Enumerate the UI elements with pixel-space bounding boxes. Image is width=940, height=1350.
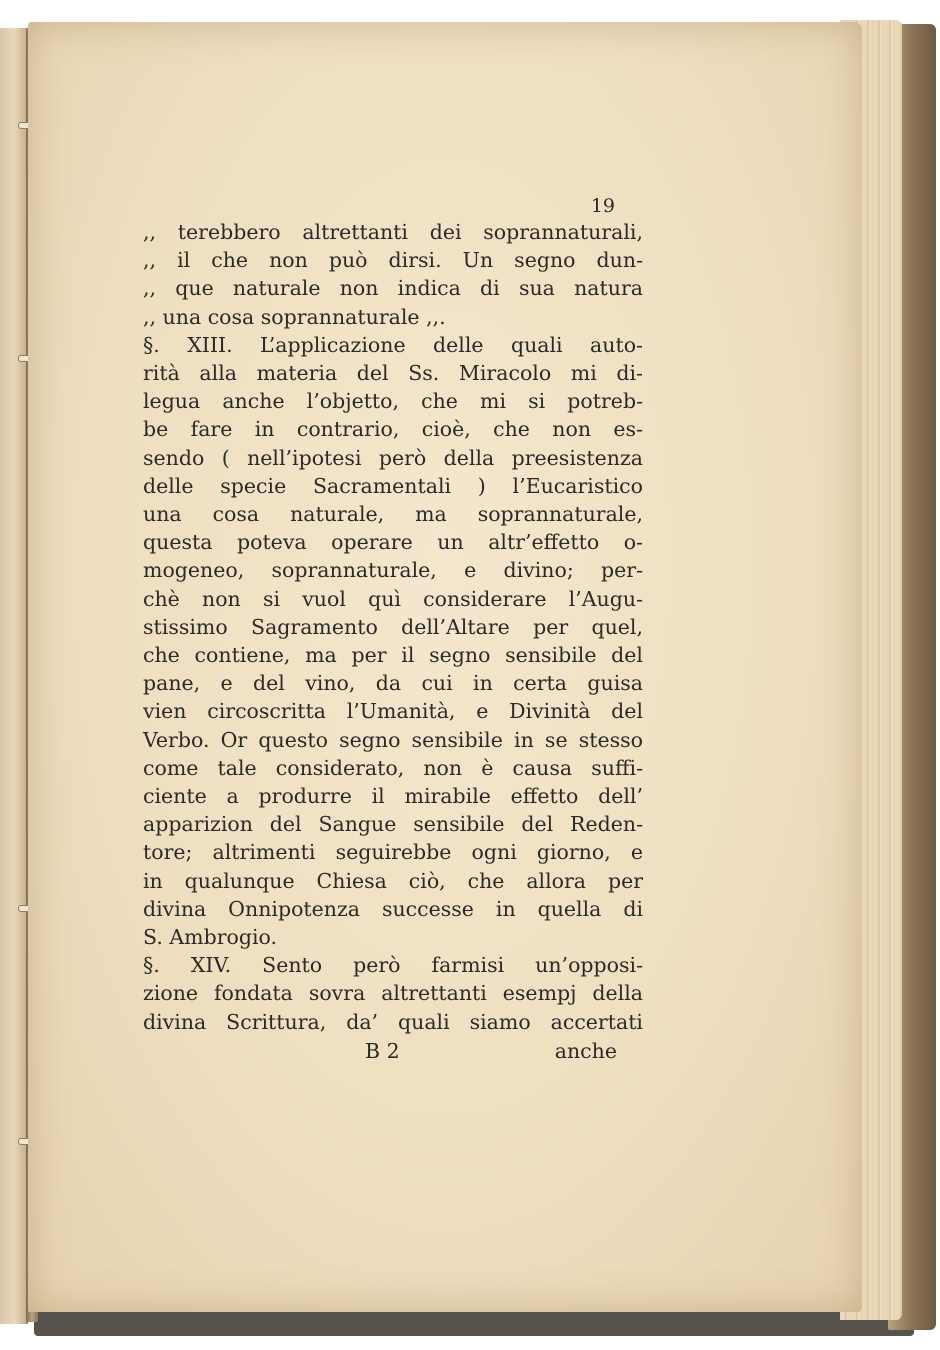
text-line: ,, il che non può dirsi. Un segno dun- bbox=[143, 248, 643, 273]
text-line: mogeneo, soprannaturale, e divino; per- bbox=[143, 558, 643, 583]
catchword: anche bbox=[554, 1038, 617, 1063]
text-line: §. XIII. L’applicazione delle quali auto- bbox=[143, 332, 643, 357]
text-line: ,, que naturale non indica di sua natura bbox=[143, 276, 643, 301]
text-line: divina Onnipotenza successe in quella di bbox=[143, 896, 643, 921]
text-line: vien circoscritta l’Umanità, e Divinità del bbox=[143, 699, 643, 724]
page-number: 19 bbox=[590, 195, 615, 217]
text-line: tore; altrimenti seguirebbe ogni giorno, e bbox=[143, 840, 643, 865]
text-line: zione fondata sovra altrettanti esempj della bbox=[143, 981, 643, 1006]
text-line: S. Ambrogio. bbox=[143, 925, 278, 950]
text-line: divina Scrittura, da’ quali siamo accertati bbox=[143, 1009, 643, 1034]
text-line: rità alla materia del Ss. Miracolo mi di- bbox=[143, 361, 643, 386]
text-line: stissimo Sagramento dell’Altare per quel, bbox=[143, 614, 643, 639]
text-line: sendo ( nell’ipotesi però della preesistenza bbox=[143, 445, 643, 470]
page-footer bbox=[143, 1037, 643, 1065]
text-line: una cosa naturale, ma soprannaturale, bbox=[143, 502, 643, 527]
facing-page-edge bbox=[0, 28, 28, 1324]
text-line: in qualunque Chiesa ciò, che allora per bbox=[143, 868, 643, 893]
signature-mark: B 2 bbox=[365, 1038, 400, 1063]
text-line: legua anche l’objetto, che mi si potreb- bbox=[143, 389, 643, 414]
text-line: ,, una cosa soprannaturale ,,. bbox=[143, 304, 446, 329]
text-line: ,, terebbero altrettanti dei soprannaturali, bbox=[143, 220, 643, 244]
text-line: §. XIV. Sento però farmisi un’opposi- bbox=[143, 953, 643, 978]
text-line: chè non si vuol quì considerare l’Augu- bbox=[143, 586, 643, 611]
text-line: Verbo. Or questo segno sensibile in se stesso bbox=[143, 727, 643, 752]
text-lines bbox=[143, 218, 643, 1036]
page-text-block bbox=[143, 194, 643, 1065]
text-line: pane, e del vino, da cui in certa guisa bbox=[143, 671, 643, 696]
text-line: apparizion del Sangue sensibile del Reden- bbox=[143, 812, 643, 837]
text-line: questa poteva operare un altr’effetto o- bbox=[143, 530, 643, 555]
text-line: ciente a produrre il mirabile effetto dell’ bbox=[143, 784, 643, 809]
text-line: che contiene, ma per il segno sensibile del bbox=[143, 643, 643, 668]
text-line: be fare in contrario, cioè, che non es- bbox=[143, 417, 643, 442]
text-line: delle specie Sacramentali ) l’Eucaristico bbox=[143, 473, 643, 498]
text-line: come tale considerato, non è causa suffi- bbox=[143, 755, 643, 780]
